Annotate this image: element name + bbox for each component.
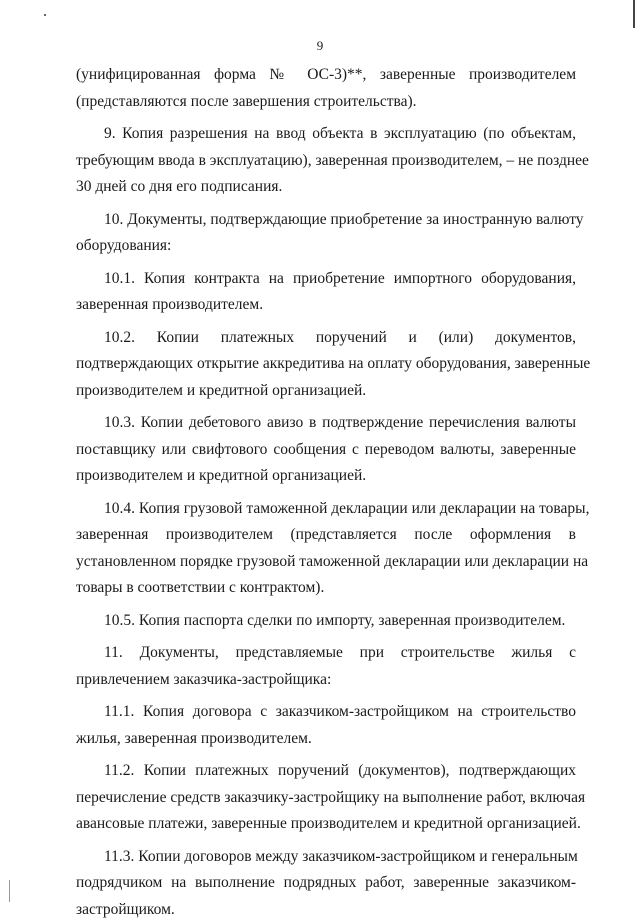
text-line: привлечением заказчика-застройщика: xyxy=(76,667,576,694)
text-line: поставщику или свифтового сообщения с переводом валюты, заверенные xyxy=(76,437,576,464)
scan-speck xyxy=(9,880,10,902)
text-line: 9. Копия разрешения на ввод объекта в эксплуатацию (по объектам, xyxy=(76,121,576,148)
text-line: подтверждающих открытие аккредитива на оплату оборудования, заверенные xyxy=(76,351,576,378)
text-line: авансовые платежи, заверенные производителем и кредитной организацией. xyxy=(76,811,576,838)
document-body xyxy=(76,62,576,923)
text-line: требующим ввода в эксплуатацию), заверенная производителем, – не позднее xyxy=(76,148,576,175)
text-line: 10.5. Копия паспорта сделки по импорту, заверенная производителем. xyxy=(76,608,576,635)
text-line: установленном порядке грузовой таможенной декларации или декларации на xyxy=(76,549,576,576)
text-line: товары в соответствии с контрактом). xyxy=(76,575,576,602)
text-line: 10.4. Копия грузовой таможенной декларации или декларации на товары, xyxy=(76,496,576,523)
text-line: жилья, заверенная производителем. xyxy=(76,726,576,753)
scan-speck xyxy=(633,0,635,28)
page-number: 9 xyxy=(0,38,640,54)
text-line: 10.2. Копии платежных поручений и (или) документов, xyxy=(76,325,576,352)
scan-speck xyxy=(44,14,46,16)
text-line: производителем и кредитной организацией. xyxy=(76,378,576,405)
text-line: заверенная производителем (представляется после оформления в xyxy=(76,522,576,549)
text-line: застройщиком. xyxy=(76,897,576,923)
text-line: 11. Документы, представляемые при строительстве жилья с xyxy=(76,640,576,667)
text-line: перечисление средств заказчику-застройщику на выполнение работ, включая xyxy=(76,785,576,812)
text-line: 11.3. Копии договоров между заказчиком-застройщиком и генеральным xyxy=(76,844,576,871)
text-line: 11.1. Копия договора с заказчиком-застройщиком на строительство xyxy=(76,699,576,726)
text-line: производителем и кредитной организацией. xyxy=(76,463,576,490)
text-line: подрядчиком на выполнение подрядных работ, заверенные заказчиком- xyxy=(76,870,576,897)
text-line: 10.1. Копия контракта на приобретение импортного оборудования, xyxy=(76,266,576,293)
text-line: 30 дней со дня его подписания. xyxy=(76,174,576,201)
text-line: (представляются после завершения строительства). xyxy=(76,89,576,116)
text-line: 10. Документы, подтверждающие приобретение за иностранную валюту xyxy=(76,207,576,234)
text-line: 10.3. Копии дебетового авизо в подтверждение перечисления валюты xyxy=(76,410,576,437)
text-line: заверенная производителем. xyxy=(76,292,576,319)
text-line: (унифицированная форма № ОС-3)**, заверенные производителем xyxy=(76,62,576,89)
text-line: 11.2. Копии платежных поручений (документов), подтверждающих xyxy=(76,758,576,785)
text-line: оборудования: xyxy=(76,233,576,260)
